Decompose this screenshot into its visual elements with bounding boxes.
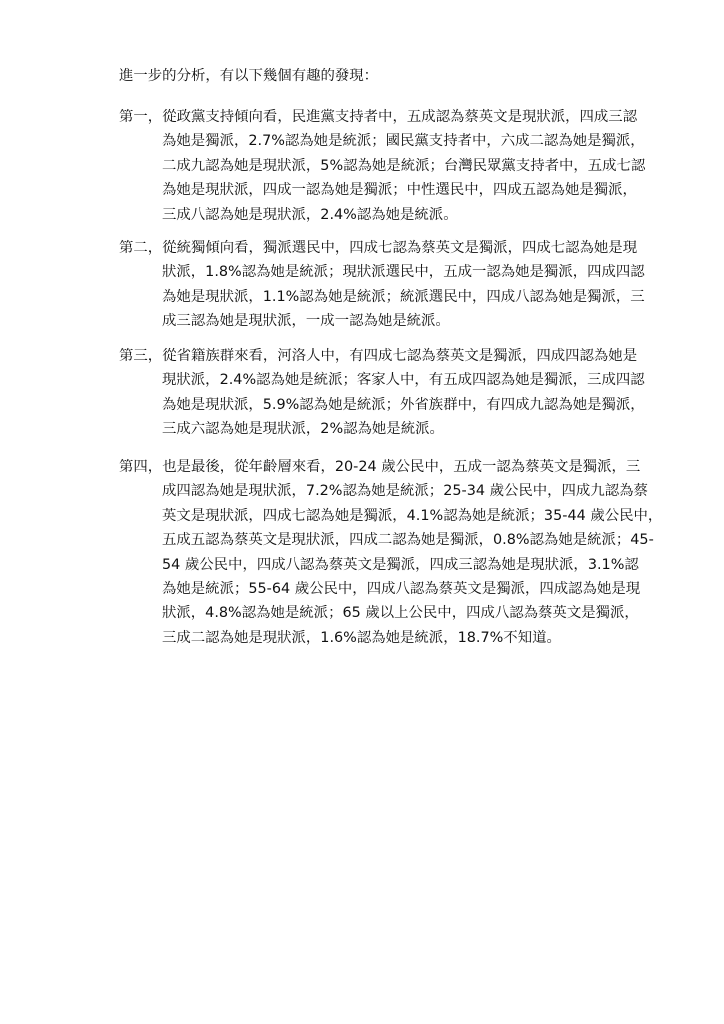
- finding-text: 從省籍族群來看，河洛人中，有四成七認為蔡英文是獨派，四成四認為她是: [162, 348, 638, 364]
- finding-line: 為她是現狀派，1.1%認為她是統派；統派選民中，四成八認為她是獨派，三: [162, 288, 645, 305]
- finding-1: [119, 105, 646, 227]
- finding-text: 也是最後，從年齡層來看，20-24 歲公民中，五成一認為蔡英文是獨派，三: [162, 459, 641, 475]
- finding-line: [119, 455, 641, 479]
- finding-label: 第四，: [119, 459, 163, 475]
- finding-text: 從政黨支持傾向看，民進黨支持者中，五成認為蔡英文是現狀派，四成三認: [162, 109, 638, 125]
- finding-label: 第一，: [119, 109, 163, 125]
- finding-line: 三成六認為她是現狀派，2%認為她是統派。: [162, 421, 444, 438]
- finding-line: [119, 344, 641, 368]
- finding-4: [119, 455, 663, 650]
- finding-line: 為她是統派；55-64 歲公民中，四成八認為蔡英文是獨派，四成認為她是現: [162, 580, 641, 597]
- finding-line: 現狀派，2.4%認為她是統派；客家人中，有五成四認為她是獨派，三成四認: [162, 372, 645, 389]
- finding-line: 三成八認為她是現狀派，2.4%認為她是統派。: [162, 206, 458, 223]
- finding-line: [119, 105, 641, 129]
- finding-label: 第三，: [119, 348, 163, 364]
- finding-line: 英文是現狀派，四成七認為她是獨派，4.1%認為她是統派；35-44 歲公民中，: [162, 507, 663, 524]
- finding-line: 狀派，4.8%認為她是統派；65 歲以上公民中，四成八認為蔡英文是獨派，: [162, 605, 639, 622]
- finding-line: 成四認為她是現狀派，7.2%認為她是統派；25-34 歲公民中，四成九認為蔡: [162, 483, 648, 500]
- finding-3: [119, 344, 645, 442]
- finding-line: 為她是現狀派，5.9%認為她是統派；外省族群中，有四成九認為她是獨派，: [162, 396, 645, 413]
- finding-line: 五成五認為蔡英文是現狀派，四成二認為她是獨派，0.8%認為她是統派；45-: [162, 532, 654, 549]
- finding-text: 從統獨傾向看，獨派選民中，四成七認為蔡英文是獨派，四成七認為她是現: [162, 240, 638, 256]
- finding-2: [119, 236, 645, 334]
- finding-line: 狀派，1.8%認為她是統派；現狀派選民中，五成一認為她是獨派，四成四認: [162, 264, 645, 281]
- finding-line: 為她是獨派，2.7%認為她是統派；國民黨支持者中，六成二認為她是獨派，: [162, 133, 645, 150]
- finding-line: 為她是現狀派，四成一認為她是獨派；中性選民中，四成五認為她是獨派，: [162, 182, 637, 199]
- finding-line: 成三認為她是現狀派，一成一認為她是統派。: [162, 313, 450, 330]
- finding-line: [119, 236, 641, 260]
- finding-line: 54 歲公民中，四成八認為蔡英文是獨派，四成三認為她是現狀派，3.1%認: [162, 556, 639, 573]
- finding-line: 二成九認為她是現狀派，5%認為她是統派；台灣民眾黨支持者中，五成七認: [162, 157, 646, 174]
- finding-line: 三成二認為她是現狀派，1.6%認為她是統派，18.7%不知道。: [162, 629, 561, 646]
- finding-label: 第二，: [119, 240, 163, 256]
- intro-paragraph: 進一步的分析，有以下幾個有趣的發現：: [119, 68, 379, 84]
